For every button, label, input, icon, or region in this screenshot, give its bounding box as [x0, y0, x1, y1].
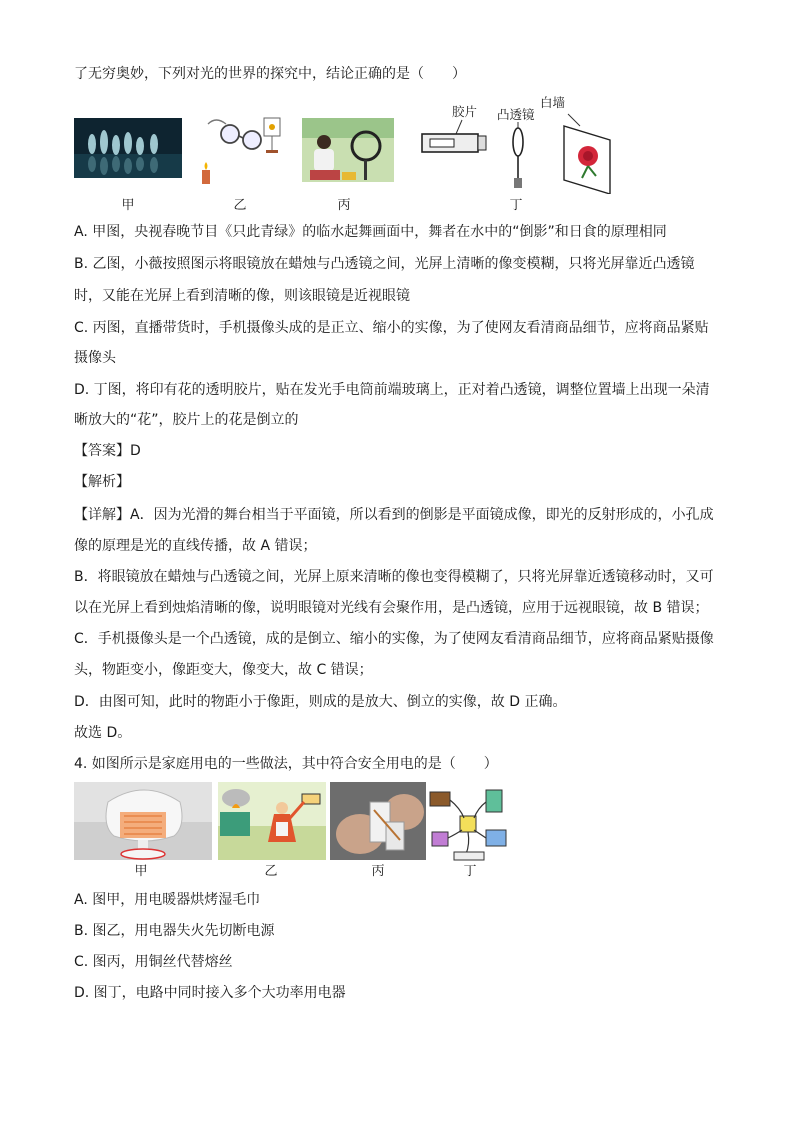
q3-fig-ding-projection — [420, 112, 630, 194]
q3-explain-line: 像的原理是光的直线传播，故 A 错误； — [74, 538, 317, 554]
q3-explain-line: C．手机摄像头是一个凸透镜，成的是倒立、缩小的实像，为了使网友看清商品细节，应将商品紧贴摄像 — [74, 631, 714, 647]
q3-caption-jia: 甲 — [121, 198, 135, 213]
q4-stem: 4. 如图所示是家庭用电的一些做法，其中符合安全用电的是（ ） — [74, 756, 498, 772]
q4-caption-ding: 丁 — [463, 864, 477, 879]
q3-label-white-wall: 白墙 — [540, 95, 566, 110]
q3-option-d-line2: 晰放大的“花”，胶片上的花是倒立的 — [74, 412, 299, 428]
q4-fig-yi-cut-power — [218, 782, 326, 860]
q3-explain-line: 【详解】A．因为光滑的舞台相当于平面镜，所以看到的倒影是平面镜成像，即光的反射形成的，小孔成 — [74, 507, 714, 523]
q3-label-convex-lens: 凸透镜 — [497, 107, 535, 122]
q3-stem: 了无穷奥妙，下列对光的世界的探究中，结论正确的是（ ） — [74, 66, 466, 82]
q3-caption-ding: 丁 — [509, 198, 523, 213]
q3-label-film: 胶片 — [452, 104, 478, 119]
q4-option-c: C. 图丙，用铜丝代替熔丝 — [74, 954, 233, 970]
q3-option-c-line2: 摄像头 — [74, 350, 116, 366]
q3-fig-yi-glasses-candle — [200, 110, 290, 186]
q3-answer — [74, 441, 141, 461]
q3-option-b-line1: B. 乙图，小薇按照图示将眼镜放在蜡烛与凸透镜之间，光屏上清晰的像变模糊，只将光屏靠近凸透镜 — [74, 256, 695, 272]
q4-option-b: B. 图乙，用电器失火先切断电源 — [74, 923, 275, 939]
q3-fig-bing-live-stream — [302, 118, 394, 182]
q3-answer-tag: 【答案】 — [74, 443, 130, 459]
q4-option-d: D. 图丁，电路中同时接入多个大功率用电器 — [74, 985, 346, 1001]
q4-caption-yi: 乙 — [264, 864, 278, 879]
q3-explain-line: B．将眼镜放在蜡烛与凸透镜之间，光屏上原来清晰的像也变得模糊了，只将光屏靠近透镜移动时，又可 — [74, 569, 714, 585]
q4-caption-bing: 丙 — [371, 864, 385, 879]
q4-fig-bing-copper-wire — [330, 782, 426, 860]
q3-analysis-tag: 【解析】 — [74, 474, 130, 490]
q4-fig-jia-heater-towel — [74, 782, 212, 860]
q4-fig-ding-overload — [428, 786, 512, 862]
q3-fig-jia-dance-stage — [74, 118, 182, 178]
q4-option-a: A. 图甲，用电暖器烘烤湿毛巾 — [74, 892, 261, 908]
q3-option-d-line1: D. 丁图，将印有花的透明胶片，贴在发光手电筒前端玻璃上，正对着凸透镜，调整位置墙上出现一朵清 — [74, 382, 710, 398]
q3-answer-value: D — [130, 443, 141, 459]
q3-option-a: A. 甲图，央视春晚节目《只此青绿》的临水起舞画面中，舞者在水中的“倒影”和日食的原理相同 — [74, 224, 667, 240]
q3-explain-line: 故选 D。 — [74, 725, 132, 741]
q3-explain-line: 以在光屏上看到烛焰清晰的像，说明眼镜对光线有会聚作用，是凸透镜，应用于远视眼镜，故 B 错误； — [74, 600, 709, 616]
q3-option-b-line2: 时，又能在光屏上看到清晰的像，则该眼镜是近视眼镜 — [74, 288, 410, 304]
q3-option-c-line1: C. 丙图，直播带货时，手机摄像头成的是正立、缩小的实像，为了使网友看清商品细节，应将商品紧贴 — [74, 320, 709, 336]
q3-explain-line: D．由图可知，此时的物距小于像距，则成的是放大、倒立的实像，故 D 正确。 — [74, 694, 567, 710]
q3-caption-bing: 丙 — [337, 198, 351, 213]
q3-explain-line: 头，物距变小，像距变大，像变大，故 C 错误； — [74, 662, 373, 678]
q3-caption-yi: 乙 — [233, 198, 247, 213]
q4-caption-jia: 甲 — [134, 864, 148, 879]
